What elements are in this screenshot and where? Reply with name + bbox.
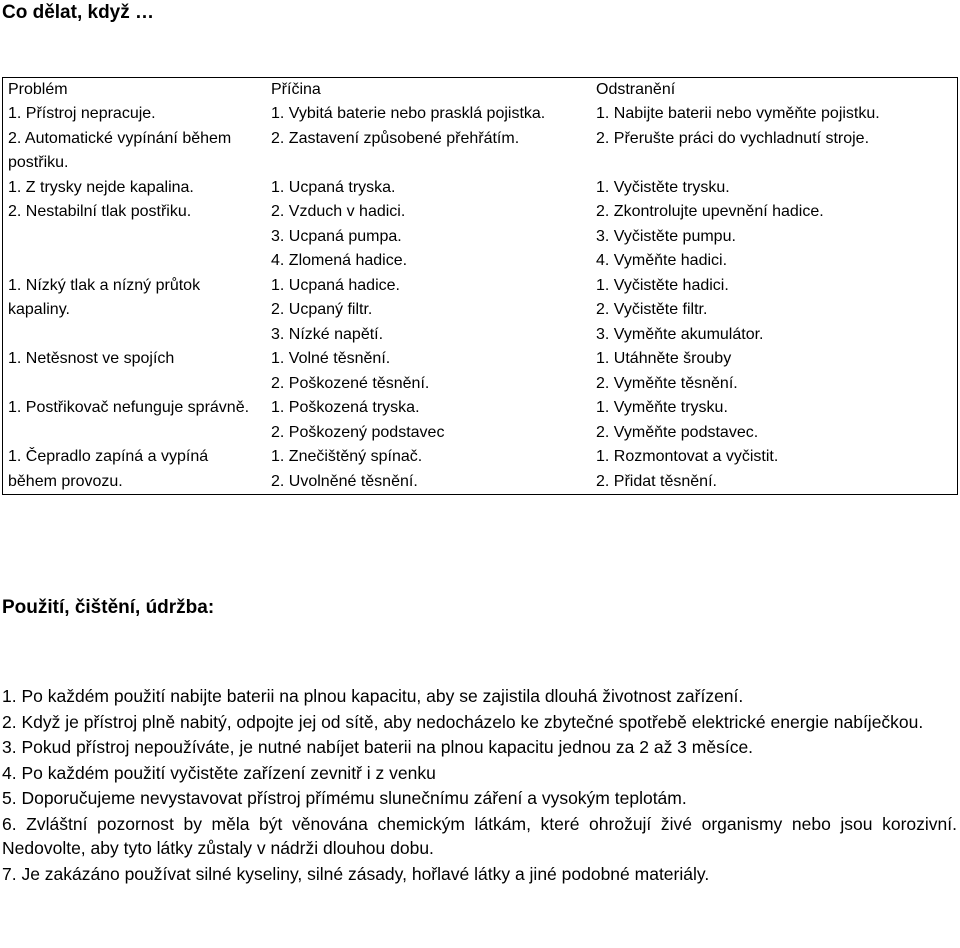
fix-cell-line: 1. Vyčistěte hadici.	[596, 276, 729, 294]
fix-cell-line: 1. Rozmontovat a vyčistit.	[596, 448, 779, 465]
problem-cell	[3, 445, 267, 495]
table-row	[3, 102, 958, 176]
cause-cell-line: 1. Volné těsnění.	[271, 350, 391, 367]
table-row	[3, 445, 958, 495]
problem-cell-line: 2. Nestabilní tlak postřiku.	[8, 203, 192, 220]
cause-cell-line: 4. Zlomená hadice.	[271, 252, 408, 269]
fix-cell	[591, 176, 958, 274]
problem-cell-line: 1. Přístroj nepracuje.	[8, 105, 156, 122]
problem-cell	[3, 102, 267, 176]
cause-cell-line: 2. Ucpaný filtr.	[271, 301, 373, 318]
cause-cell-line: 2. Zastavení způsobené přehřátím.	[271, 129, 520, 147]
cause-cell-line: 1. Vybitá baterie nebo prasklá pojistka.	[271, 105, 546, 122]
cause-cell-line: 2. Poškozené těsnění.	[271, 374, 430, 392]
cause-cell	[266, 347, 591, 396]
problem-cell-line: 1. Netěsnost ve spojích	[8, 350, 175, 367]
header-cause: Příčina	[271, 81, 321, 98]
troubleshooting-table	[2, 77, 958, 495]
cause-cell	[266, 176, 591, 274]
care-item: 3. Pokud přístroj nepoužíváte, je nutné nabíjet baterii na plnou kapacitu jednou za 2 až 3 měsíce.	[2, 737, 754, 757]
fix-cell-line: 1. Vyměňte trysku.	[596, 399, 728, 416]
problem-cell	[3, 274, 267, 348]
page-title: Co dělat, když …	[2, 2, 155, 23]
problem-cell-line: postřiku.	[8, 154, 69, 171]
table-header-row	[3, 78, 958, 103]
cause-cell	[266, 445, 591, 495]
header-problem: Problém	[8, 81, 68, 98]
problem-cell-line: 2. Automatické vypínání během	[8, 129, 232, 147]
fix-cell-line: 2. Vyčistěte filtr.	[596, 301, 708, 318]
section-title: Použití, čištění, údržba:	[2, 597, 215, 618]
care-item: 1. Po každém použití nabijte baterii na plnou kapacitu, aby se zajistila dlouhá životnost zařízení.	[2, 686, 744, 706]
cause-cell-line: 1. Ucpaná hadice.	[271, 276, 400, 294]
header-fix: Odstranění	[596, 81, 676, 98]
fix-cell-line: 2. Přidat těsnění.	[596, 472, 717, 490]
cause-cell	[266, 102, 591, 176]
cause-cell-line: 2. Vzduch v hadici.	[271, 203, 406, 220]
table-row	[3, 347, 958, 396]
cause-cell	[266, 274, 591, 348]
care-item: 5. Doporučujeme nevystavovat přístroj přímému slunečnímu záření a vysokým teplotám.	[2, 788, 687, 808]
fix-cell-line: 3. Vyčistěte pumpu.	[596, 227, 736, 245]
table-row	[3, 274, 958, 348]
cause-cell	[266, 396, 591, 445]
problem-cell-line: 1. Postřikovač nefunguje správně.	[8, 399, 250, 416]
table-row	[3, 176, 958, 274]
cause-cell-line: 1. Ucpaná tryska.	[271, 178, 396, 196]
problem-cell-line: 1. Nízký tlak a nízný průtok	[8, 276, 201, 294]
fix-cell-line: 2. Zkontrolujte upevnění hadice.	[596, 203, 824, 220]
cause-cell-line: 3. Ucpaná pumpa.	[271, 227, 402, 245]
problem-cell	[3, 396, 267, 445]
care-item: 4. Po každém použití vyčistěte zařízení zevnitř i z venku	[2, 762, 436, 783]
problem-cell-line: 1. Z trysky nejde kapalina.	[8, 178, 194, 196]
fix-cell-line: 2. Vyměňte podstavec.	[596, 423, 759, 441]
fix-cell-line: 2. Vyměňte těsnění.	[596, 374, 738, 392]
fix-cell-line: 1. Nabijte baterii nebo vyměňte pojistku.	[596, 105, 880, 122]
care-item: 7. Je zakázáno používat silné kyseliny, silné zásady, hořlavé látky a jiné podobné materiály.	[2, 863, 710, 884]
problem-cell	[3, 347, 267, 396]
fix-cell	[591, 347, 958, 396]
cause-cell-line: 2. Poškozený podstavec	[271, 423, 445, 441]
fix-cell-line: 2. Přerušte práci do vychladnutí stroje.	[596, 129, 870, 147]
fix-cell-line: 1. Vyčistěte trysku.	[596, 178, 730, 196]
problem-cell-line: 1. Čepradlo zapíná a vypíná	[8, 448, 209, 465]
table-row	[3, 396, 958, 445]
fix-cell	[591, 396, 958, 445]
care-item: 6. Zvláštní pozornost by měla být věnována chemickým látkám, které ohrožují živé organismy nebo jsou korozivní. Nedovolte, aby tyto látky zůstaly v nádrži dlouhou dobu.	[2, 813, 957, 858]
cause-cell-line: 2. Uvolněné těsnění.	[271, 472, 418, 490]
fix-cell	[591, 445, 958, 495]
problem-cell-line: během provozu.	[8, 472, 123, 490]
problem-cell-line: kapaliny.	[8, 301, 70, 318]
fix-cell	[591, 274, 958, 348]
cause-cell-line: 1. Znečištěný spínač.	[271, 448, 423, 465]
cause-cell-line: 3. Nízké napětí.	[271, 325, 384, 343]
care-list	[2, 684, 957, 887]
problem-cell	[3, 176, 267, 274]
fix-cell	[591, 102, 958, 176]
fix-cell-line: 4. Vyměňte hadici.	[596, 252, 728, 269]
cause-cell-line: 1. Poškozená tryska.	[271, 399, 420, 416]
fix-cell-line: 3. Vyměňte akumulátor.	[596, 325, 764, 343]
care-item: 2. Když je přístroj plně nabitý, odpojte jej od sítě, aby nedocházelo ke zbytečné spotřebě elektrické energie nabíječkou.	[2, 711, 924, 732]
fix-cell-line: 1. Utáhněte šrouby	[596, 350, 732, 367]
